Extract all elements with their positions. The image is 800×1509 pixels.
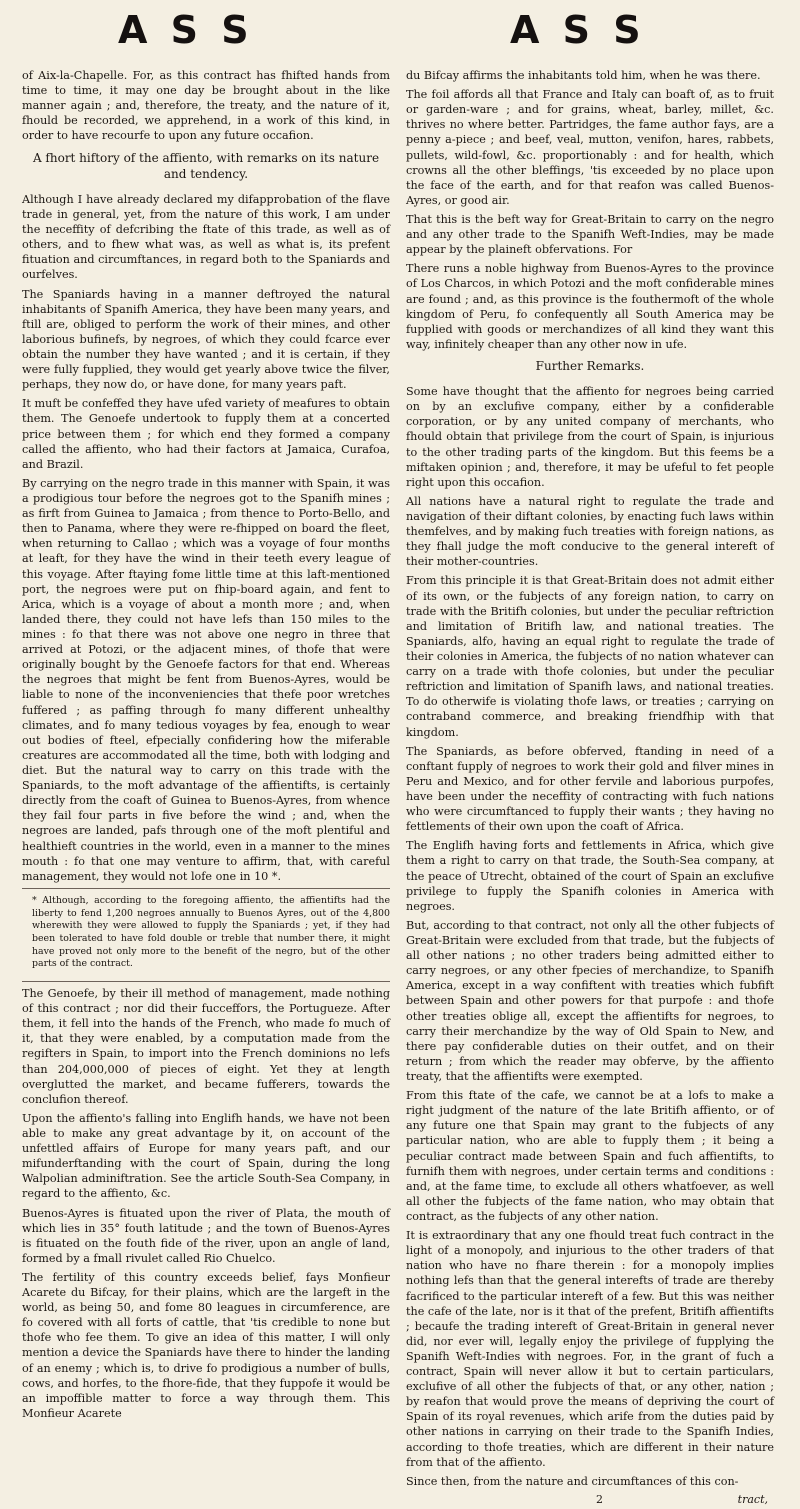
paragraph: Although I have already declared my difapprobation of the flave trade in general, yet, from the nature of this work, I am under the neceffity of defcribing the ftate of this trade, as well as of others, and to fhew what was, as well as what is, its prefent fituation and circumftances, in regard both to the Spaniards and ourfelves.: [22, 192, 390, 282]
paragraph: The Englifh having forts and fettlements in Africa, which give them a right to carry on that trade, the South-Sea company, at the peace of Utrecht, obtained of the court of Spain an exclufive privilege to fupply the Spanifh colonies in America with negroes.: [406, 839, 774, 913]
paragraph: All nations have a natural right to regulate the trade and navigation of their diftant colonies, by enacting fuch laws within themfelves, and by making fuch treaties with foreign nations, as they fhall judge the moft conducive to the general intereft of their mother-countries.: [406, 494, 774, 569]
paragraph: There runs a noble highway from Buenos-Ayres to the province of Los Charcos, in which Potozi and the moft confiderable mines are found ; and, as this province is the fouthermoft of the whole kingdom of Peru, fo confequently all South America may be fupplied with goods or merchandizes of all kind they want this way, infinitely cheaper than any other now in ufe.: [406, 262, 774, 351]
footnote: * Although, according to the foregoing affiento, the affientifts had the liberty to fend 1,200 negroes annually to Buenos Ayres, out of the 4,800 wherewith they were allowed to fupply the Spaniards ; yet, if they had been tolerated to have fold double or treble that number there, it might have proved not only more to the benefit of the negro, but of the other parts of the contract.: [32, 894, 390, 970]
left-column: [22, 68, 390, 1425]
paragraph: The Spaniards, as before obferved, ftanding in need of a conftant fupply of negroes to work their gold and filver mines in Peru and Mexico, and for other fervile and laborious purpofes, have been under the neceffity of contracting with fuch nations who were circumftanced to fupply their wants ; they having no fettlements of their own upon the coaft of Africa.: [406, 744, 774, 834]
right-column: [406, 68, 774, 1509]
paragraph: It muft be confeffed they have ufed variety of meafures to obtain them. The Genoefe undertook to fupply them at a concerted price between them ; for which end they formed a company called the affiento, who had their factors at Jamaica, Curafoa, and Brazil.: [22, 397, 390, 471]
paragraph: Some have thought that the affiento for negroes being carried on by an exclufive company, either by a confiderable corporation, or by any united company of merchants, who fhould obtain that privilege from the court of Spain, is injurious to the other trading parts of the kingdom. But this feems be a miftaken opinion ; and, therefore, it may be ufeful to fet people right upon this occafion.: [406, 385, 774, 489]
footnote-divider: [22, 888, 390, 889]
section-heading: Further Remarks.: [535, 358, 645, 373]
running-head-right: A S S: [510, 8, 646, 52]
paragraph: The Spaniards having in a manner deftroyed the natural inhabitants of Spanifh America, they have been many years, and ftill are, obliged to perform the work of their mines, and other laborious bufinefs, by negroes, of which they could fcarce ever obtain the number they have wanted ; and it is certain, if they were fully fupplied, they would get yearly above twice the filver, perhaps, they now do, or have done, for many years paft.: [22, 287, 390, 392]
paragraph: Upon the affiento's falling into Englifh hands, we have not been able to make any great advantage by it, on account of the unfettled affairs of Europe for many years paft, and our mifunderftanding with the court of Spain, during the long Walpolian adminiftration. See the article South-Sea Company, in regard to the affiento, &c.: [22, 1111, 390, 1201]
paragraph: By carrying on the negro trade in this manner with Spain, it was a prodigious tour before the negroes got to the Spanifh mines ; as firft from Guinea to Jamaica ; from thence to Porto-Bello, and then to Panama, where they were re-fhipped on board the fleet, when returning to Callao ; which was a voyage of four months at leaft, for they have the wind in their teeth every league of this voyage. After ftaying fome little time at this laft-mentioned port, the negroes were put on fhip-board again, and fent to Arica, which is a voyage of about a month more ; and, when landed there, they could not have lefs than 150 miles to the mines : fo that there was not above one negro in three that arrived at Potozi, or the adjacent mines, of thofe that were originally bought by the Genoefe factors for that end. Whereas the negroes that might be fent from Buenos-Ayres, would be liable to none of the inconveniencies that thefe poor wretches fuffered ; as paffing through fo many different unhealthy climates, and fo many tedious voyages by fea, enough to wear out bodies of fteel, efpecially confidering how the miferable creatures are accommodated all the time, both with lodging and diet. But the natural way to carry on this trade with the Spaniards, to the moft advantage of the affientifts, is certainly directly from the coaft of Guinea to Buenos-Ayres, from whence they fail four parts in five before the wind ; and, when the negroes are landed, pafs through one of the moft plentiful and healthieft countries in the world, even in a manner to the mines mouth : fo that one may venture to affirm, that, with careful management, they would not lofe one in 10 *.: [22, 476, 390, 883]
footnote-divider: [22, 981, 390, 982]
paragraph: The foil affords all that France and Italy can boaft of, as to fruit or garden-ware ; and for grains, wheat, barley, millet, &c. thrives no where better. Partridges, the fame author fays, are a penny a-piece ; and beef, veal, mutton, venifon, hares, rabbets, pullets, wild-fowl, &c. proportionably : and for health, which crowns all the other bleffings, 'tis exceeded by no place upon the face of the earth, and for that reafon was called Buenos-Ayres, or good air.: [406, 88, 774, 207]
signature-mark: 2: [596, 1492, 603, 1506]
paragraph: Since then, from the nature and circumftances of this con-: [406, 1474, 739, 1488]
running-head-left: A S S: [118, 8, 254, 52]
paragraph: The fertility of this country exceeds belief, fays Monfieur Acarete du Bifcay, for their plains, which are the largeft in the world, as being 50, and fome 80 leagues in circumference, are fo covered with all forts of cattle, that 'tis credible to none but thofe who fee them. To give an idea of this matter, I will only mention a device the Spaniards have there to hinder the landing of an enemy ; which is, to drive fo prodigious a number of bulls, cows, and horfes, to the fhore-fide, that they fuppofe it would be an impoffible matter to force a way through them. This Monfieur Acarete: [22, 1270, 390, 1420]
paragraph: du Bifcay affirms the inhabitants told him, when he was there.: [406, 69, 761, 82]
paragraph: From this ftate of the cafe, we cannot be at a lofs to make a right judgment of the nature of the late Britifh affiento, or of any future one that Spain may grant to the fubjects of any particular nation, who are able to fupply them ; it being a peculiar contract made between Spain and fuch affientifts, to furnifh them with negroes, under certain terms and conditions : and, at the fame time, to exclude all others whatfoever, as well all other the fubjects of the fame nation, who may obtain that contract, as the fubjects of any other nation.: [406, 1089, 774, 1223]
paragraph: Buenos-Ayres is fituated upon the river of Plata, the mouth of which lies in 35° fouth latitude ; and the town of Buenos-Ayres is fituated on the fouth fide of the river, upon an angle of land, formed by a fmall rivulet called Rio Chuelco.: [22, 1206, 390, 1265]
paragraph: From this principle it is that Great-Britain does not admit either of its own, or the fubjects of any foreign nation, to carry on trade with the Britifh colonies, but under the peculiar reftriction and limitation of Britifh law, and national treaties. The Spaniards, alfo, having an equal right to regulate the trade of their colonies in America, the fubjects of no nation whatever can carry on a trade with thofe colonies, but under the peculiar reftriction and limitation of Spanifh laws, and national treaties. To do otherwife is violating thofe laws, or treaties ; carrying on contraband commerce, and breaking friendfhip with that kingdom.: [406, 574, 774, 739]
catchword: tract,: [737, 1492, 768, 1506]
paragraph: That this is the beft way for Great-Britain to carry on the negro and any other trade to the Spanifh Weft-Indies, may be made appear by the plaineft obfervations. For: [406, 212, 774, 257]
paragraph: of Aix-la-Chapelle. For, as this contract has fhifted hands from time to time, it may one day be brought about in the like manner again ; and, therefore, the treaty, and the nature of it, fhould be recorded, we apprehend, in a work of this kind, in order to have recourfe to upon any future occafion.: [22, 69, 390, 143]
paragraph: The Genoefe, by their ill method of management, made nothing of this contract ; nor did their fucceffors, the Portugueze. After them, it fell into the hands of the French, who made fo much of it, that they were enabled, by a computation made from the regifters in Spain, to import into the French dominions no lefs than 204,000,000 of pieces of eight. Yet they at length overglutted the market, and became fufferers, towards the conclufion thereof.: [22, 986, 390, 1106]
paragraph: It is extraordinary that any one fhould treat fuch contract in the light of a monopoly, and injurious to the other traders of that nation who have no fhare therein : for a monopoly implies nothing lefs than that the general interefts of trade are thereby facrificed to the particular intereft of a few. But this was neither the cafe of the late, nor is it that of the prefent, Britifh affientifts ; becaufe the trading intereft of Great-Britain in general never did, nor ever will, legally enjoy the privilege of fupplying the Spanifh Weft-Indies with negroes. For, in the grant of fuch a contract, Spain will never allow it but to certain particulars, exclufive of all other the fubjects of that, or any other, nation ; by reafon that would prove the means of depriving the court of Spain of its royal revenues, which arife from the duties paid by other nations in carrying on their trade to the Spanifh Indies, according to thofe treaties, which are different in their nature from that of the affiento.: [406, 1229, 774, 1469]
page-footer: [406, 1493, 774, 1509]
paragraph: But, according to that contract, not only all the other fubjects of Great-Britain were excluded from that trade, but the fubjects of all other nations ; no other traders being admitted either to carry negroes, or any other fpecies of merchandize, to Spanifh America, except in a way confiftent with treaties which fubfift between Spain and other powers for that purpofe : and thofe other treaties oblige all, except the affientifts for negroes, to carry their merchandize by the way of Old Spain to New, and there pay confiderable duties on their outfet, and on their return ; from which the reader may obferve, by the affiento treaty, that the affientifts were exempted.: [406, 918, 774, 1083]
section-heading: A fhort hiftory of the affiento, with remarks on its nature and tendency.: [32, 150, 380, 181]
